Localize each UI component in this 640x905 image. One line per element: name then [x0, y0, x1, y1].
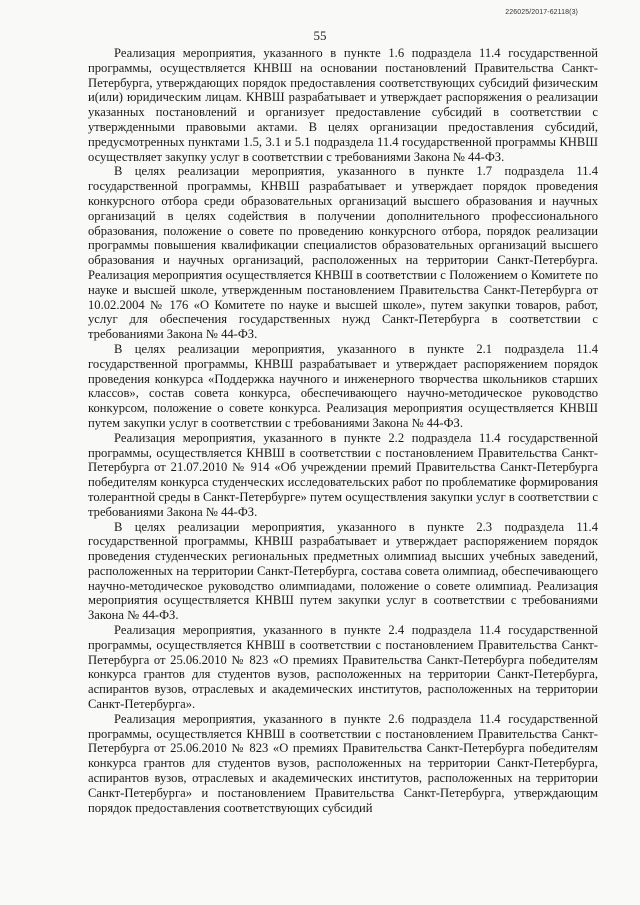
page-number: 55 [313, 28, 327, 43]
paragraph: В целях реализации мероприятия, указанного в пункте 2.1 подраздела 11.4 государственной программы, КНВШ разрабатывает и утверждает распоряжением порядок проведения конкурса «Поддержка научного и инженерного творчества школьников старших классов», состав совета конкурса, обеспечивающего научно-методическое руководство конкурсом, положение о совете конкурса. Реализация мероприятия осуществляется КНВШ путем закупки услуг в соответствии с требованиями Закона № 44-ФЗ. [88, 341, 598, 430]
paragraph: Реализация мероприятия, указанного в пункте 1.6 подраздела 11.4 государственной программы, осуществляется КНВШ на основании постановлений Правительства Санкт-Петербурга, утверждающих порядок предоставления соответствующих субсидий физическим и(или) юридическим лицам. КНВШ разрабатывает и утверждает распоряжения о реализации указанных постановлений и организует предоставление субсидий в соответствии с утвержденными правовыми актами. В целях организации предоставления субсидий, предусмотренных пунктами 1.5, 3.1 и 5.1 подраздела 11.4 государственной программы КНВШ осуществляет закупку услуг в соответствии с требованиями Закона № 44-ФЗ. [88, 46, 598, 164]
paragraph: В целях реализации мероприятия, указанного в пункте 2.3 подраздела 11.4 государственной программы, КНВШ разрабатывает и утверждает распоряжением порядок проведения студенческих региональных предметных олимпиад высших учебных заведений, расположенных на территории Санкт-Петербурга, состава совета олимпиад, обеспечивающего научно-методическое руководство олимпиадами, положение о совете олимпиад. Реализация мероприятия осуществляется КНВШ путем закупки услуг в соответствии с требованиями Закона № 44-ФЗ. [88, 519, 598, 623]
paragraph: В целях реализации мероприятия, указанного в пункте 1.7 подраздела 11.4 государственной программы, КНВШ разрабатывает и утверждает порядок проведения конкурсного отбора среди образовательных организаций высшего образования и научных организаций в целях содействия в получении дополнительного профессионального образования, положение о совете по проведению конкурсного отбора, порядок реализации программы повышения квалификации специалистов образовательных организаций высшего образования и научных организаций, расположенных на территории Санкт-Петербурга. Реализация мероприятия осуществляется КНВШ в соответствии с Положением о Комитете по науке и высшей школе, утвержденным постановлением Правительства Санкт-Петербурга от 10.02.2004 № 176 «О Комитете по науке и высшей школе», путем закупки товаров, работ, услуг для обеспечения государственных нужд Санкт-Петербурга в соответствии с требованиями Закона № 44-ФЗ. [88, 164, 598, 342]
paragraph: Реализация мероприятия, указанного в пункте 2.2 подраздела 11.4 государственной программы, осуществляется КНВШ в соответствии с постановлением Правительства Санкт-Петербурга от 21.07.2010 № 914 «Об учреждении премий Правительства Санкт-Петербурга победителям конкурса студенческих исследовательских работ по проблематике формирования толерантной среды в Санкт-Петербурге» путем осуществления закупки услуг в соответствии с требованиями Закона № 44-ФЗ. [88, 430, 598, 519]
paragraph: Реализация мероприятия, указанного в пункте 2.4 подраздела 11.4 государственной программы, осуществляется КНВШ в соответствии с постановлением Правительства Санкт-Петербурга от 25.06.2010 № 823 «О премиях Правительства Санкт-Петербурга победителям конкурса грантов для студентов вузов, расположенных на территории Санкт-Петербурга, аспирантов вузов, отраслевых и академических институтов, расположенных на территории Санкт-Петербурга». [88, 623, 598, 712]
paragraph: Реализация мероприятия, указанного в пункте 2.6 подраздела 11.4 государственной программы, осуществляется КНВШ в соответствии с постановлением Правительства Санкт-Петербурга от 25.06.2010 № 823 «О премиях Правительства Санкт-Петербурга победителям конкурса грантов для студентов вузов, расположенных на территории Санкт-Петербурга, аспирантов вузов, отраслевых и академических институтов, расположенных на территории Санкт-Петербурга» и постановлением Правительства Санкт-Петербурга, утверждающим порядок предоставления соответствующих субсидий [88, 711, 598, 815]
document-id: 226025/2017-62118(3) [505, 9, 578, 16]
document-body [88, 46, 598, 815]
